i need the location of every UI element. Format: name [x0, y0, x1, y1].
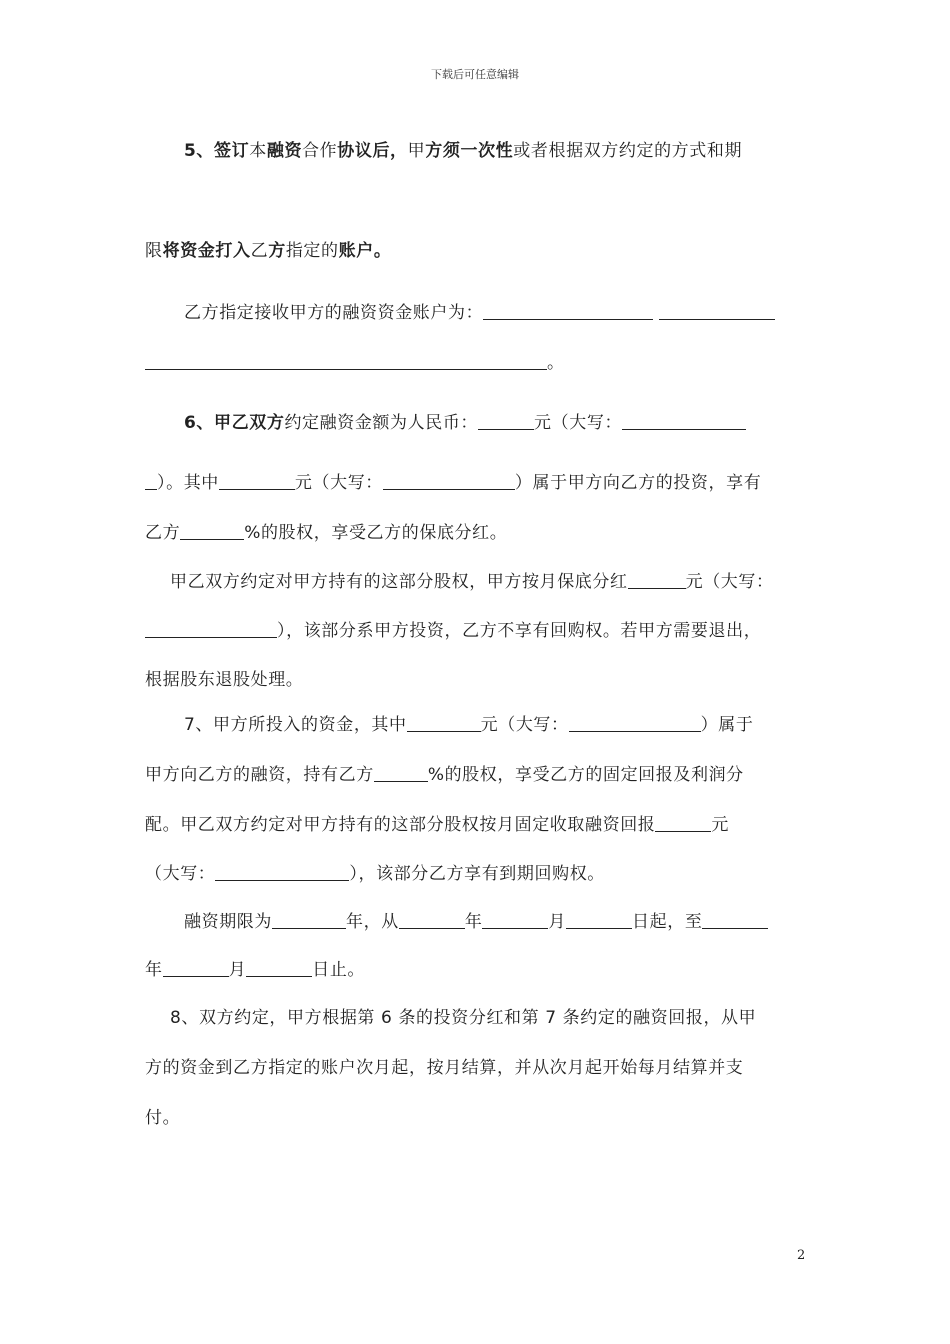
amount-words-blank-cont[interactable] — [145, 472, 157, 490]
text-run: ）。其中 — [157, 473, 219, 493]
account-line — [184, 301, 775, 325]
clause-7-line-3 — [145, 813, 729, 837]
investment-words-blank[interactable] — [383, 472, 515, 490]
text-run: ），该部分乙方享有到期回购权。 — [349, 864, 605, 884]
clause-5-line-1 — [184, 139, 742, 163]
text-run: 甲 — [407, 141, 426, 161]
clause-8-line-2: 方的资金到乙方指定的账户次月起，按月结算，并从次月起开始每月结算并支 — [145, 1058, 744, 1078]
clause-6-para-2-line-1 — [170, 570, 774, 594]
text-run: 甲乙双方约定对甲方持有的这部分股权，甲方按月保底分红 — [170, 572, 628, 592]
dividend-words-blank[interactable] — [145, 620, 277, 638]
financing-words-blank[interactable] — [569, 714, 701, 732]
text-run: 限 — [145, 241, 163, 261]
text-run: 乙 — [250, 241, 269, 261]
header-note: 下载后可任意编辑 — [431, 68, 519, 81]
text-run: 方 — [268, 241, 286, 261]
investment-amount-blank[interactable] — [219, 472, 295, 490]
end-month-blank[interactable] — [163, 959, 229, 977]
financing-equity-blank[interactable] — [374, 764, 428, 782]
financing-amount-blank[interactable] — [407, 714, 481, 732]
text-run: （大写： — [145, 864, 216, 884]
text-run: 年 — [464, 912, 483, 932]
equity-percent-blank[interactable] — [180, 522, 244, 540]
text-run: 元（大写： — [480, 715, 569, 735]
term-years-blank[interactable] — [272, 911, 346, 929]
text-run: 协议后， — [337, 141, 408, 161]
clause-6-line-3 — [145, 521, 507, 545]
clause-6-para-2-line-3 — [145, 668, 303, 692]
text-run: %的股权，享受乙方的保底分红。 — [244, 523, 508, 543]
text-run: ），该部分系甲方投资，乙方不享有回购权。若甲方需要退出， — [277, 621, 762, 641]
text-run: 甲方向乙方的融资，持有乙方 — [145, 765, 374, 785]
text-run: 本 — [249, 141, 267, 161]
text-run: 乙方 — [145, 523, 181, 543]
clause-7-line-4 — [145, 862, 605, 886]
text-run: 日止。 — [312, 960, 366, 980]
text-run: 年，从 — [346, 912, 399, 932]
text-run: 合作 — [302, 141, 338, 161]
text-run: ）属于 — [700, 715, 754, 735]
text-run: %的股权，享受乙方的固定回报及利润分 — [427, 765, 744, 785]
clause-6-para-2-line-2 — [145, 619, 761, 643]
amount-words-blank[interactable] — [622, 412, 746, 430]
term-line-1 — [184, 910, 768, 934]
text-run: 将资金打入 — [162, 241, 251, 261]
text-run: 方须一次性 — [425, 141, 514, 161]
account-blank-1[interactable] — [483, 302, 653, 320]
end-year-blank[interactable] — [702, 911, 768, 929]
amount-blank[interactable] — [478, 412, 534, 430]
text-run: 指定的 — [285, 241, 339, 261]
text-run: 年 — [145, 960, 163, 980]
clause-5-number: 5、签订 — [184, 141, 250, 161]
account-end: 。 — [547, 353, 565, 373]
text-run: 日起，至 — [632, 912, 703, 932]
end-day-blank[interactable] — [246, 959, 312, 977]
page-number: 2 — [797, 1248, 806, 1263]
account-blank-3[interactable] — [145, 352, 547, 370]
return-amount-blank[interactable] — [655, 814, 711, 832]
clause-6-line-2 — [145, 471, 761, 495]
clause-8-line-1: 8、双方约定，甲方根据第 6 条的投资分红和第 7 条约定的融资回报，从甲 — [170, 1008, 757, 1028]
start-month-blank[interactable] — [482, 911, 548, 929]
clause-6-number: 6、 — [184, 413, 215, 433]
text-run: 约定融资金额为人民币： — [284, 413, 479, 433]
text-run: 账户。 — [338, 241, 392, 261]
account-label: 乙方指定接收甲方的融资资金账户为： — [184, 303, 484, 323]
text-run: 元 — [711, 815, 730, 835]
return-words-blank[interactable] — [215, 863, 349, 881]
text-run: 配。甲乙双方约定对甲方持有的这部分股权按月固定收取融资回报 — [145, 815, 656, 835]
clause-6-line-1 — [184, 411, 746, 435]
text-run: 根据股东退股处理。 — [145, 670, 304, 690]
text-run: 融资期限为 — [184, 912, 272, 932]
text-run: 元（大写： — [294, 473, 383, 493]
text-run: 或者根据双方约定的方式和期 — [513, 141, 743, 161]
clause-5-line-2 — [145, 239, 391, 263]
clause-7-line-2 — [145, 763, 744, 787]
account-line-2 — [145, 351, 565, 375]
start-year-blank[interactable] — [399, 911, 465, 929]
clause-8-line-3: 付。 — [145, 1108, 181, 1128]
text-run: ）属于甲方向乙方的投资，享有 — [514, 473, 762, 493]
text-run: 7、甲方所投入的资金，其中 — [184, 715, 407, 735]
start-day-blank[interactable] — [566, 911, 632, 929]
text-run: 月 — [548, 912, 567, 932]
text-run: 月 — [228, 960, 247, 980]
term-line-2 — [145, 958, 365, 982]
clause-7-line-1 — [184, 713, 753, 737]
text-run: 元（大写： — [534, 413, 623, 433]
account-blank-2[interactable] — [659, 302, 775, 320]
text-run: 融资 — [266, 141, 303, 161]
dividend-blank[interactable] — [628, 571, 686, 589]
text-run: 甲乙双方 — [214, 413, 285, 433]
text-run: 元（大写： — [685, 572, 774, 592]
